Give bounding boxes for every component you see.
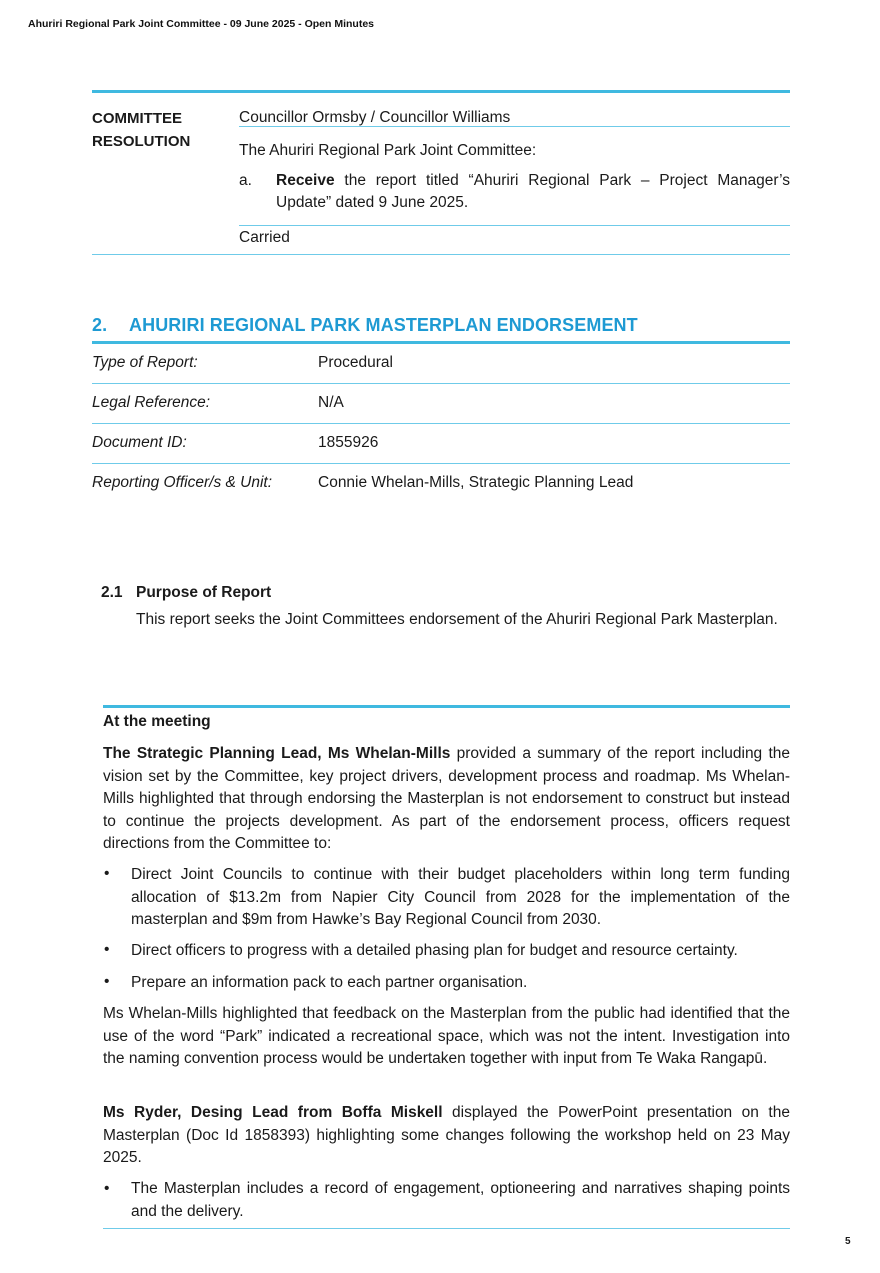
- resolution-label-line2: RESOLUTION: [92, 133, 191, 150]
- meeting-title: At the meeting: [103, 713, 211, 730]
- bullet-dot: •: [104, 1180, 110, 1197]
- resolution-item-body: the report titled “Ahuriri Regional Park – Project Manager’s Update” dated 9 June 2025.: [276, 172, 790, 211]
- resolution-movers: Councillor Ormsby / Councillor Williams: [239, 109, 511, 126]
- meta-rule-2: [92, 423, 790, 424]
- resolution-intro: The Ahuriri Regional Park Joint Committee:: [239, 142, 537, 159]
- resolution-item-bold: Receive: [276, 172, 335, 189]
- purpose-body: This report seeks the Joint Committees endorsement of the Ahuriri Regional Park Masterplan.: [136, 611, 778, 628]
- meeting-paragraph-1: [103, 743, 790, 856]
- resolution-label-line1: COMMITTEE: [92, 110, 182, 127]
- meta-value-officer: Connie Whelan-Mills, Strategic Planning Lead: [318, 474, 634, 491]
- page-header: Ahuriri Regional Park Joint Committee - 09 June 2025 - Open Minutes: [28, 18, 374, 30]
- meeting-p3-bold: Ms Ryder, Desing Lead from Boffa Miskell: [103, 1104, 443, 1121]
- meeting-p3-text: displayed the PowerPoint presentation on the Masterplan (Doc Id 1858393) highlighting some changes following the workshop held on 23 May 2025.: [103, 1104, 790, 1166]
- meeting-bullet-4: The Masterplan includes a record of engagement, optioneering and narratives shaping points and the delivery.: [131, 1180, 790, 1220]
- meeting-p1-bold: The Strategic Planning Lead, Ms Whelan-Mills: [103, 745, 451, 762]
- section-rule: [92, 341, 790, 344]
- bullet-dot: •: [104, 941, 110, 958]
- section-number: 2.: [92, 315, 108, 335]
- resolution-outcome: Carried: [239, 229, 290, 246]
- meeting-top-rule: [103, 705, 790, 708]
- meta-label-legal: Legal Reference:: [92, 394, 211, 411]
- bullet-dot: •: [104, 973, 110, 990]
- meta-rule-1: [92, 383, 790, 384]
- resolution-item-letter: a.: [239, 172, 252, 189]
- resolution-rule-1: [239, 126, 790, 127]
- section-heading: [92, 315, 638, 336]
- meta-label-docid: Document ID:: [92, 434, 187, 451]
- purpose-number: 2.1: [101, 584, 123, 601]
- meta-label-officer: Reporting Officer/s & Unit:: [92, 474, 273, 491]
- resolution-label: [92, 107, 232, 153]
- meta-value-legal: N/A: [318, 394, 344, 411]
- resolution-bottom-rule: [92, 254, 790, 255]
- bullet-dot: •: [104, 865, 110, 882]
- resolution-item-text: [276, 170, 790, 214]
- meta-rule-3: [92, 463, 790, 464]
- meeting-paragraph-2: Ms Whelan-Mills highlighted that feedback on the Masterplan from the public had identified that the use of the word “Park” indicated a recreational space, which was not the intent. Investigation into the naming convention process would be undertaken together with input from Te Waka Rangapū.: [103, 1005, 790, 1067]
- resolution-top-rule: [92, 90, 790, 93]
- meeting-bullet-3: Prepare an information pack to each partner organisation.: [131, 974, 528, 991]
- meeting-paragraph-3: [103, 1102, 790, 1170]
- meta-value-type: Procedural: [318, 354, 393, 371]
- purpose-title: Purpose of Report: [136, 584, 272, 601]
- page-number: 5: [845, 1236, 851, 1247]
- meeting-bullet-2: Direct officers to progress with a detailed phasing plan for budget and resource certainty.: [131, 942, 738, 959]
- meeting-p1-text: provided a summary of the report including the vision set by the Committee, key project drivers, development process and roadmap. Ms Whelan-Mills highlighted that through endorsing the Masterplan is not endorsement to construct but instead to continue the projects development. As part of the endorsement process, officers request directions from the Committee to:: [103, 745, 790, 852]
- resolution-rule-2: [239, 225, 790, 226]
- meeting-bottom-rule: [103, 1228, 790, 1229]
- section-title: AHURIRI REGIONAL PARK MASTERPLAN ENDORSEMENT: [129, 315, 638, 335]
- meeting-bullet-1: Direct Joint Councils to continue with their budget placeholders within long term funding allocation of $13.2m from Napier City Council from 2028 for the implementation of the masterplan and $9m from Hawke’s Bay Regional Council from 2030.: [131, 866, 790, 928]
- meta-value-docid: 1855926: [318, 434, 379, 451]
- meta-label-type: Type of Report:: [92, 354, 198, 371]
